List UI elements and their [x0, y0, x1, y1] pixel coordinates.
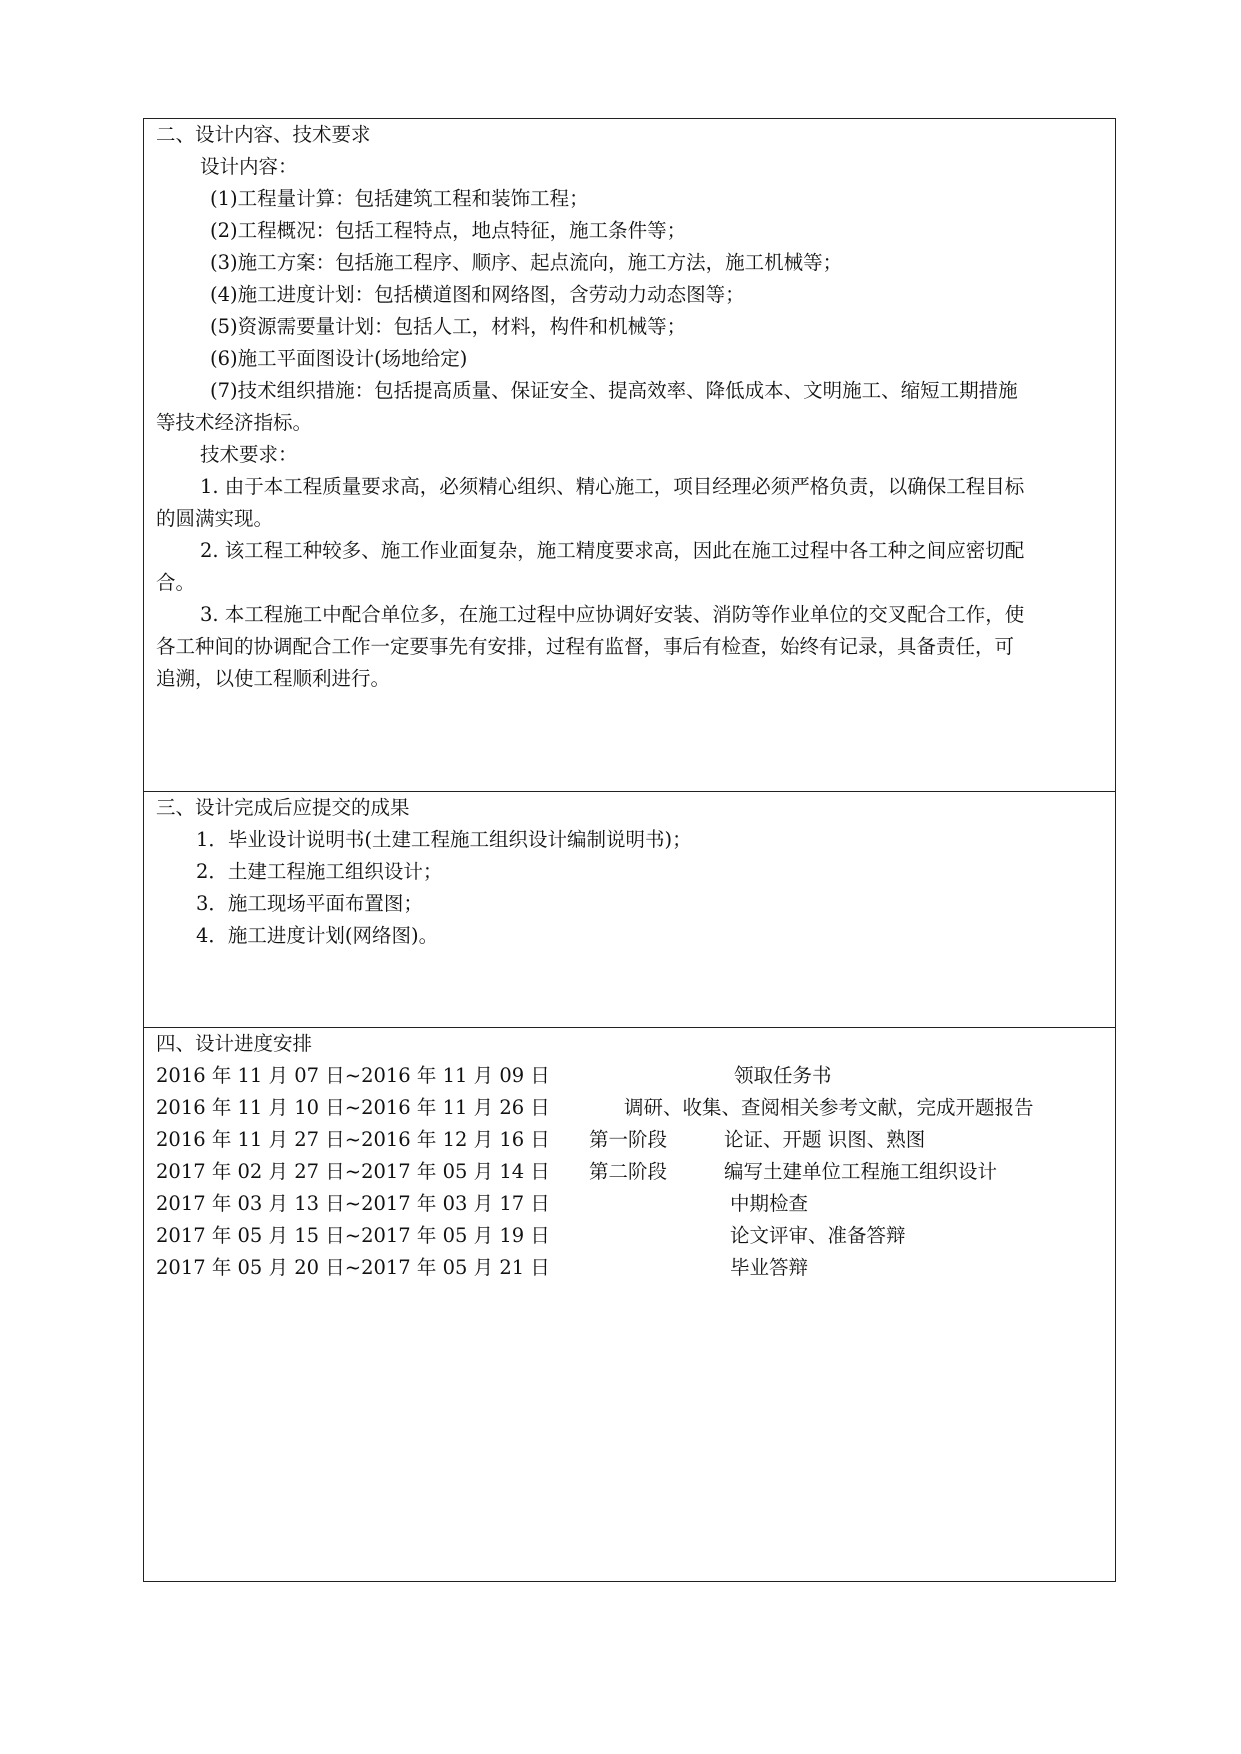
content-item-5: (5)资源需要量计划：包括人工，材料，构件和机械等；	[210, 315, 687, 338]
schedule-task: 编写土建单位工程施工组织设计	[724, 1160, 998, 1183]
content-item-3: (3)施工方案：包括施工程序、顺序、起点流向，施工方法，施工机械等；	[210, 251, 843, 274]
content-item-7-line1: (7)技术组织措施：包括提高质量、保证安全、提高效率、降低成本、文明施工、缩短工期措施	[210, 379, 1018, 402]
deliverable-1: 1．毕业设计说明书(土建工程施工组织设计编制说明书)；	[196, 828, 692, 851]
deliverable-4: 4．施工进度计划(网络图)。	[196, 924, 439, 947]
schedule-dates: 2016 年 11 月 10 日~2016 年 11 月 26 日	[156, 1096, 550, 1119]
content-item-2: (2)工程概况：包括工程特点，地点特征，施工条件等；	[210, 219, 687, 242]
schedule-phase: 第一阶段	[589, 1128, 668, 1151]
schedule-dates: 2016 年 11 月 27 日~2016 年 12 月 16 日	[156, 1128, 550, 1151]
section-deliverables	[144, 791, 1115, 1027]
content-title: 设计内容：	[200, 155, 298, 178]
requirement-2-line2: 合。	[156, 571, 196, 594]
section4-heading: 四、设计进度安排	[156, 1032, 313, 1055]
requirement-1-line2: 的圆满实现。	[156, 507, 274, 530]
schedule-row	[156, 1220, 1096, 1252]
section2-heading: 二、设计内容、技术要求	[156, 123, 371, 146]
task-table	[143, 118, 1116, 1582]
schedule-dates: 2017 年 05 月 15 日~2017 年 05 月 19 日	[156, 1224, 550, 1247]
requirement-1-line1: 1. 由于本工程质量要求高，必须精心组织、精心施工，项目经理必须严格负责，以确保工程目标	[200, 475, 1025, 498]
content-item-6: (6)施工平面图设计(场地给定)	[210, 347, 468, 370]
content-item-4: (4)施工进度计划：包括横道图和网络图，含劳动力动态图等；	[210, 283, 745, 306]
content-item-1: (1)工程量计算：包括建筑工程和装饰工程；	[210, 187, 589, 210]
schedule-task: 论证、开题 识图、熟图	[724, 1128, 926, 1151]
section-schedule	[144, 1027, 1115, 1581]
section3-heading: 三、设计完成后应提交的成果	[156, 796, 410, 819]
schedule-task: 调研、收集、查阅相关参考文献，完成开题报告	[624, 1096, 1034, 1119]
schedule-row	[156, 1060, 1096, 1092]
schedule-row	[156, 1252, 1096, 1284]
schedule-phase: 第二阶段	[589, 1160, 668, 1183]
schedule-task: 毕业答辩	[730, 1256, 809, 1279]
section-design-content	[144, 119, 1115, 791]
schedule-row	[156, 1188, 1096, 1220]
schedule-row	[156, 1092, 1096, 1124]
deliverable-2: 2．土建工程施工组织设计；	[196, 860, 443, 883]
schedule-task: 领取任务书	[734, 1064, 832, 1087]
schedule-row	[156, 1124, 1096, 1156]
schedule-dates: 2017 年 05 月 20 日~2017 年 05 月 21 日	[156, 1256, 550, 1279]
requirement-3-line1: 3. 本工程施工中配合单位多，在施工过程中应协调好安装、消防等作业单位的交叉配合工作，使	[200, 603, 1025, 626]
schedule-task: 论文评审、准备答辩	[730, 1224, 906, 1247]
schedule-dates: 2017 年 03 月 13 日~2017 年 03 月 17 日	[156, 1192, 550, 1215]
requirements-title: 技术要求：	[200, 443, 298, 466]
requirement-3-line2: 各工种间的协调配合工作一定要事先有安排，过程有监督，事后有检查，始终有记录，具备责任，可	[156, 635, 1015, 658]
deliverable-3: 3．施工现场平面布置图；	[196, 892, 423, 915]
content-item-7-line2: 等技术经济指标。	[156, 411, 313, 434]
schedule-dates: 2016 年 11 月 07 日~2016 年 11 月 09 日	[156, 1064, 550, 1087]
schedule-dates: 2017 年 02 月 27 日~2017 年 05 月 14 日	[156, 1160, 550, 1183]
requirement-3-line3: 追溯，以使工程顺利进行。	[156, 667, 391, 690]
schedule-task: 中期检查	[730, 1192, 809, 1215]
schedule-row	[156, 1156, 1096, 1188]
requirement-2-line1: 2. 该工程工种较多、施工作业面复杂，施工精度要求高，因此在施工过程中各工种之间应密切配	[200, 539, 1025, 562]
